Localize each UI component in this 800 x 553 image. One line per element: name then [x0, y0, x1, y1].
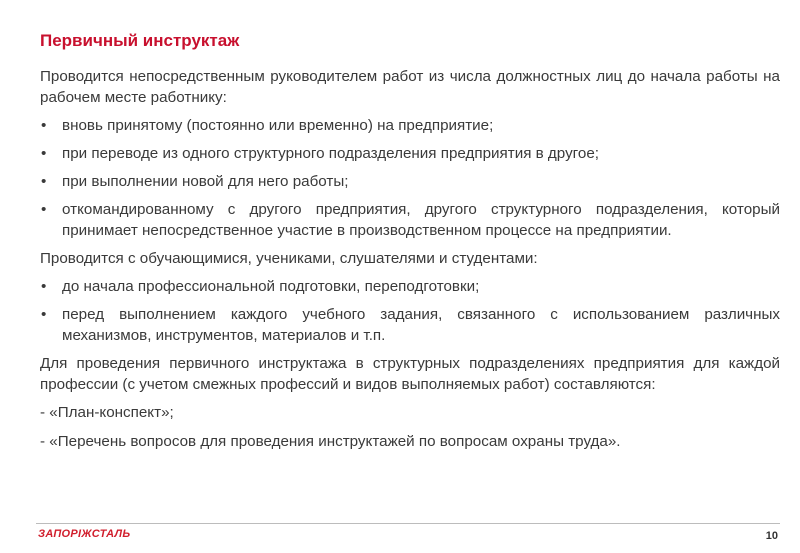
list-item-text: при выполнении новой для него работы;	[62, 173, 349, 190]
footer-divider	[36, 523, 780, 524]
list-item	[40, 143, 780, 164]
intro-paragraph: Проводится непосредственным руководителем работ из числа должностных лиц до начала работы на рабочем месте работнику:	[40, 68, 780, 106]
list-item	[40, 171, 780, 192]
page-number: 10	[765, 530, 778, 542]
documents-paragraph: Для проведения первичного инструктажа в структурных подразделениях предприятия для каждой профессии (с учетом смежных профессий и видов выполняемых работ) составляются:	[40, 355, 780, 393]
list-item-text: до начала профессиональной подготовки, переподготовки;	[62, 278, 480, 295]
students-paragraph: Проводится с обучающимися, учениками, слушателями и студентами:	[40, 250, 538, 267]
bullet-icon: •	[41, 201, 47, 218]
slide-content	[40, 66, 780, 460]
list-item-text: вновь принятому (постоянно или временно) на предприятие;	[62, 117, 494, 134]
bullet-icon: •	[41, 145, 47, 162]
list-item	[40, 199, 780, 241]
list-item-text: перед выполнением каждого учебного задания, связанного с использованием различных механизмов, инструментов, материалов и т.п.	[62, 306, 780, 344]
list-item-text: при переводе из одного структурного подразделения предприятия в другое;	[62, 145, 599, 162]
list-item	[40, 304, 780, 346]
list-item	[40, 115, 780, 136]
company-logo: ЗАПОРІЖСТАЛЬ	[38, 528, 131, 540]
list-item-text: откомандированному с другого предприятия, другого структурного подразделения, который принимает непосредственное участие в производственном процессе на предприятии.	[62, 201, 780, 239]
bullet-icon: •	[41, 306, 47, 323]
bullet-icon: •	[41, 278, 47, 295]
dash-item-plan: - «План-конспект»;	[40, 404, 174, 421]
bullet-icon: •	[41, 117, 47, 134]
slide-title: Первичный инструктаж	[40, 31, 240, 50]
bullet-list-2	[40, 276, 780, 346]
dash-item-questions: - «Перечень вопросов для проведения инструктажей по вопросам охраны труда».	[40, 433, 621, 450]
bullet-icon: •	[41, 173, 47, 190]
list-item	[40, 276, 780, 297]
bullet-list-1	[40, 115, 780, 241]
